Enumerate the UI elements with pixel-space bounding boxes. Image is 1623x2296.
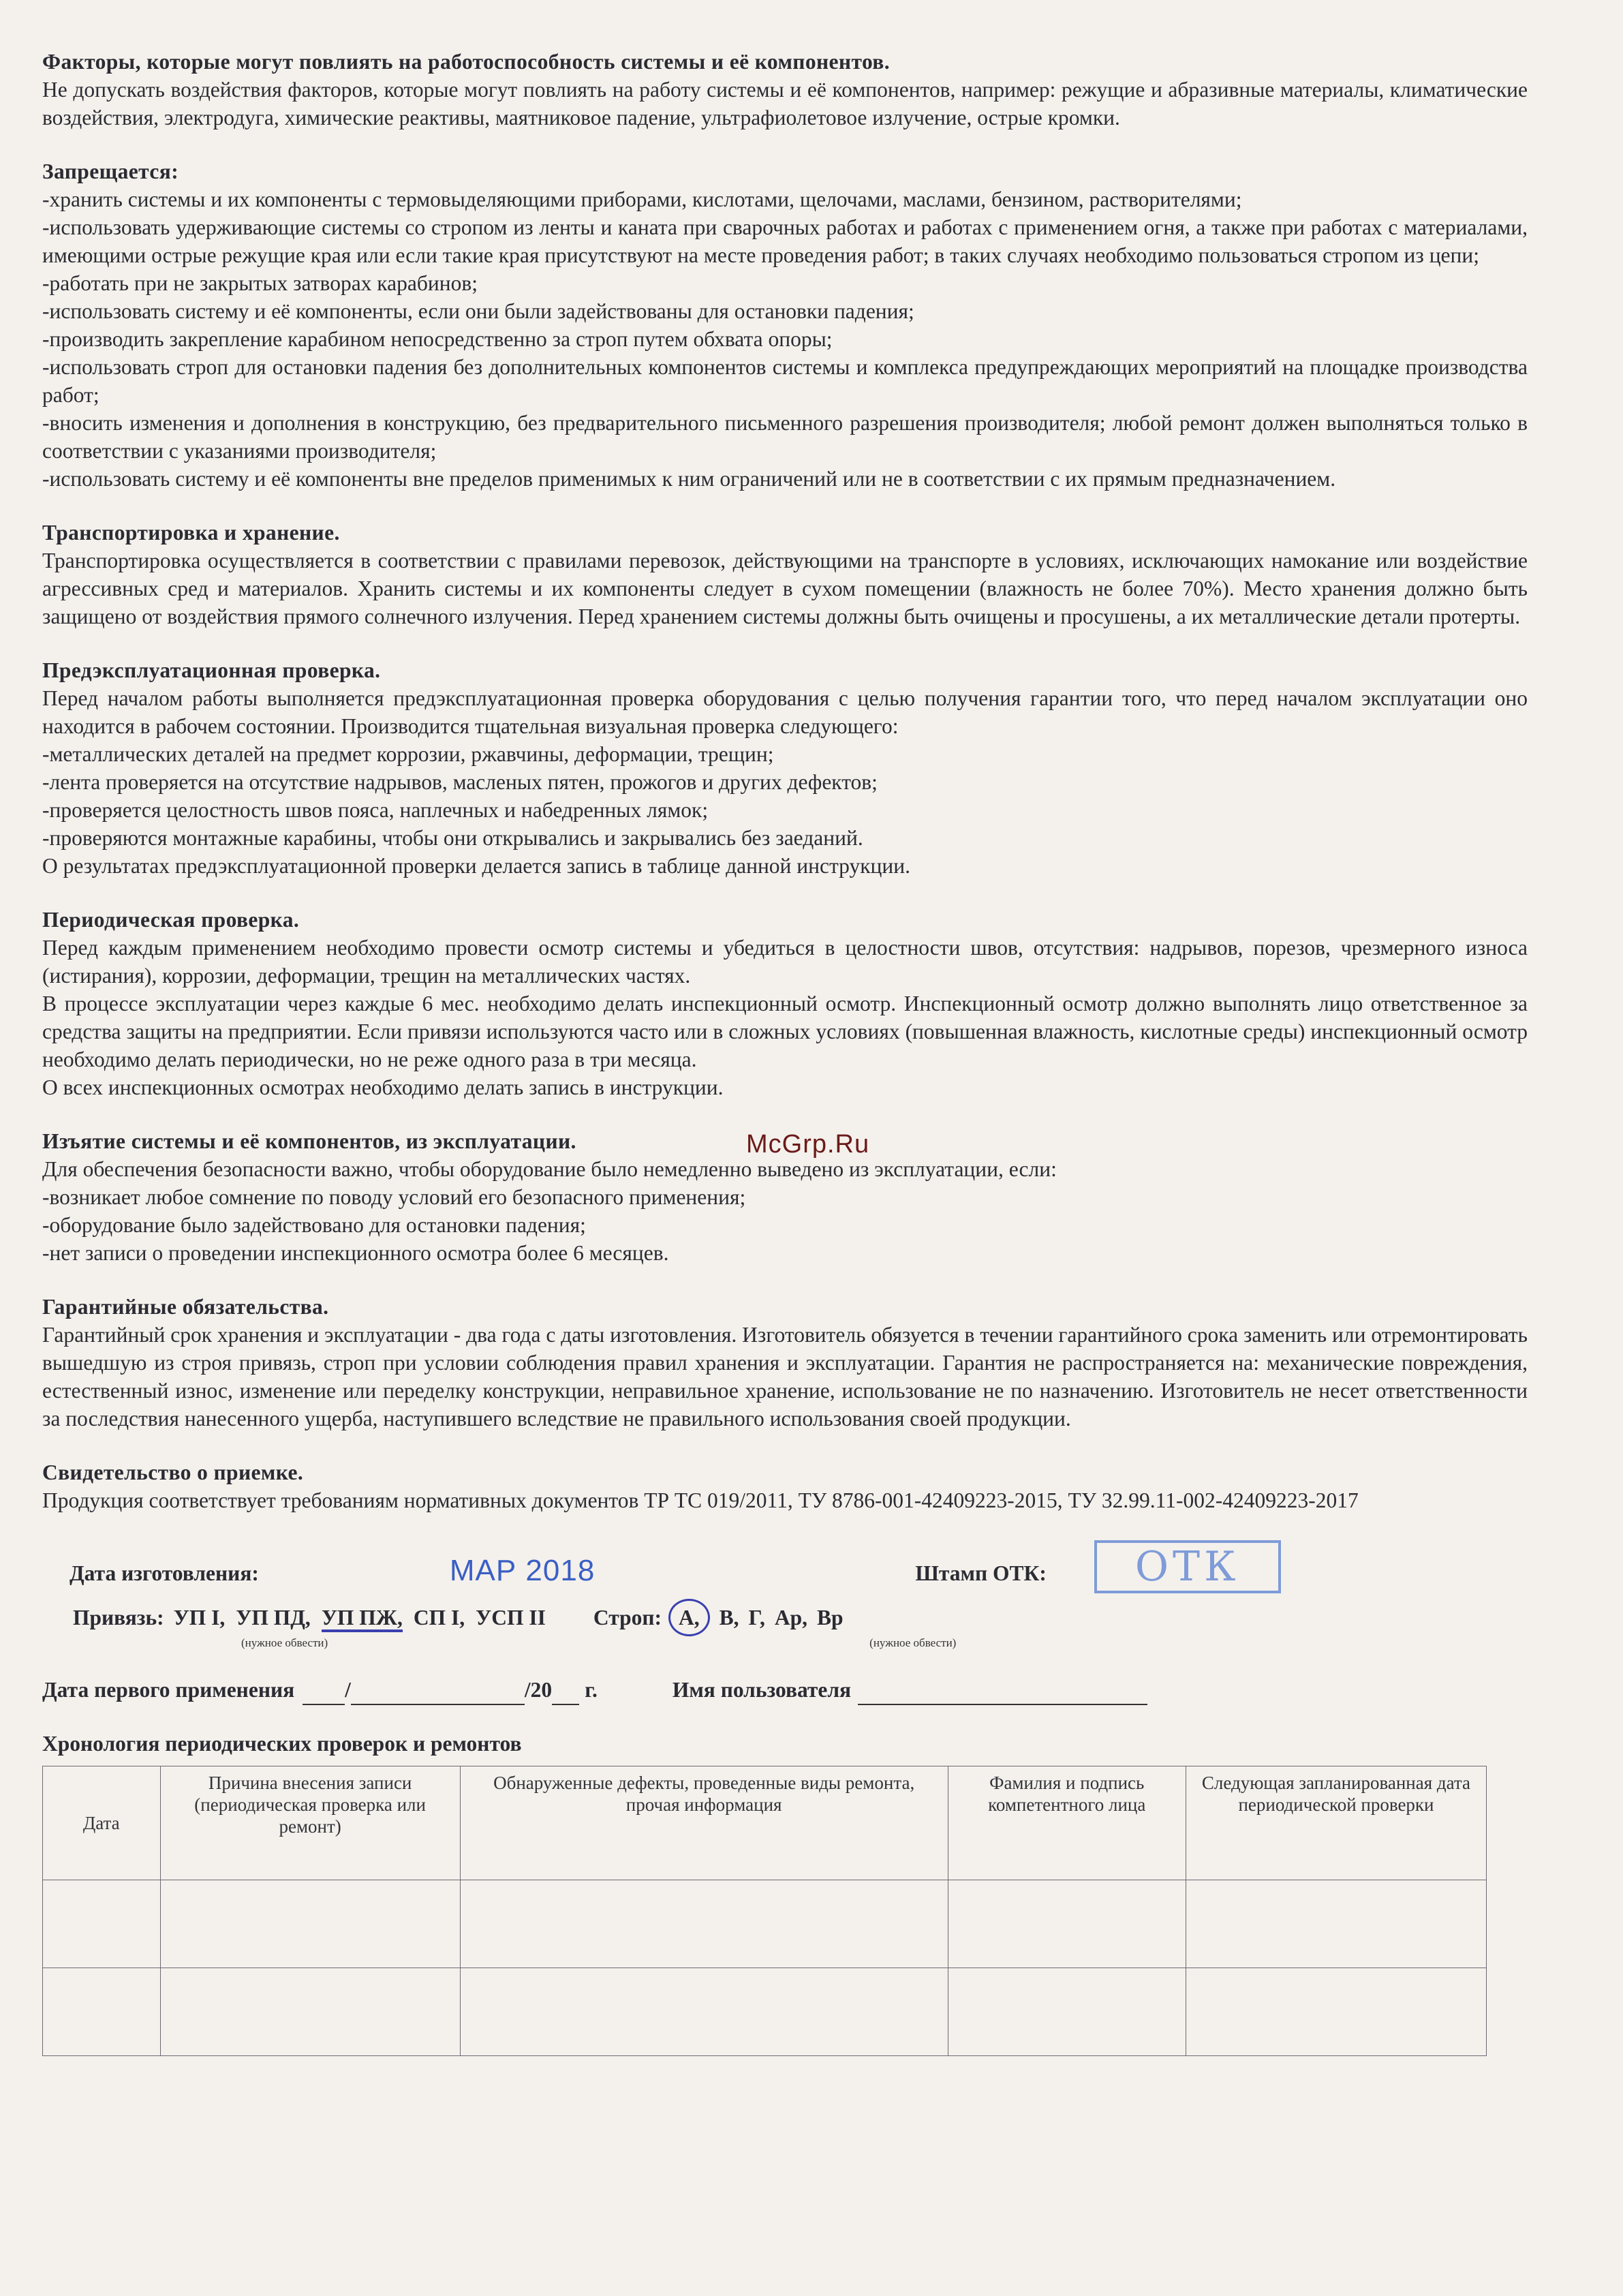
table-cell[interactable] [460, 1880, 948, 1968]
user-name-field[interactable] [858, 1676, 1147, 1705]
sections-container [42, 48, 1528, 1514]
section-paragraph: -нет записи о проведении инспекционного осмотра более 6 месяцев. [42, 1241, 669, 1265]
section-paragraph: -использовать систему и её компоненты, если они были задействованы для остановки падения; [42, 299, 914, 323]
section-heading: Транспортировка и хранение. [42, 521, 340, 545]
section-heading: Запрещается: [42, 159, 179, 183]
harness-label: Привязь: [73, 1606, 164, 1629]
chronology-header-cell: Фамилия и подпись компетентного лица [948, 1766, 1186, 1880]
section-heading: Изъятие системы и её компонентов, из эксплуатации. [42, 1129, 576, 1153]
watermark-text: McGrp.Ru [746, 1130, 870, 1159]
section-paragraph: -вносить изменения и дополнения в конструкцию, без предварительного письменного разрешения производителя; любой ремонт должен выполняться только в соответствии с указаниями производителя; [42, 411, 1528, 463]
section-paragraph: Не допускать воздействия факторов, которые могут повлиять на работу системы и её компонентов, например: режущие и абразивные материалы, климатические воздействия, электродуга, химические реактивы, маятниковое падение, ультрафиолетовое излучение, острые кромки. [42, 78, 1528, 129]
section-paragraph: -производить закрепление карабином непосредственно за строп путем обхвата опоры; [42, 327, 833, 351]
section [42, 1293, 1528, 1433]
section-paragraph: -проверяются монтажные карабины, чтобы они открывались и закрывались без заеданий. [42, 826, 863, 850]
section-heading: Факторы, которые могут повлиять на работоспособность системы и её компонентов. [42, 50, 890, 74]
section-paragraph: Транспортировка осуществляется в соответствии с правилами перевозок, действующими на транспорте в условиях, исключающих намокание или воздействие агрессивных сред и материалов. Хранить системы и их компоненты следует в сухом помещении (влажность не более 70%). Место хранения должно быть защищено от воздействия прямого солнечного излучения. Перед хранением системы должны быть очищены и просушены, а их металлические детали протерты. [42, 549, 1528, 628]
section-paragraph: -проверяется целостность швов пояса, наплечных и набедренных лямок; [42, 798, 709, 822]
first-use-year-prefix: /20 [524, 1678, 553, 1702]
harness-options [174, 1604, 557, 1632]
chronology-header-row [43, 1766, 1487, 1880]
sling-note: (нужное обвести) [869, 1636, 957, 1649]
section-heading: Гарантийные обязательства. [42, 1295, 329, 1319]
section-paragraph: Перед каждым применением необходимо провести осмотр системы и убедиться в целостности швов, отсутствия: надрывов, порезов, чрезмерного износа (истирания), коррозии, деформации, трещин на металлических частях. [42, 936, 1528, 988]
section-paragraph: О результатах предэксплуатационной проверки делается запись в таблице данной инструкции. [42, 854, 910, 878]
manufacture-label: Дата изготовления: [69, 1561, 259, 1585]
section-paragraph: -использовать удерживающие системы со стропом из ленты и каната при сварочных работах и работах с применением огня, а также при работах с материалами, имеющими острые режущие края или если такие края присутствуют на месте проведения работ; в таких случаях необходимо пользоваться стропом из цепи; [42, 215, 1528, 267]
section-paragraph: -лента проверяется на отсутствие надрывов, масленых пятен, прожогов и других дефектов; [42, 770, 878, 794]
section-paragraph: -возникает любое сомнение по поводу условий его безопасного применения; [42, 1185, 746, 1209]
first-use-label: Дата первого применения [42, 1678, 295, 1702]
sling-option[interactable]: В, [719, 1606, 739, 1629]
table-cell[interactable] [160, 1880, 460, 1968]
chronology-header-cell: Обнаруженные дефекты, проведенные виды ремонта, прочая информация [460, 1766, 948, 1880]
first-use-day-field[interactable] [303, 1676, 345, 1705]
section-paragraph: О всех инспекционных осмотрах необходимо делать запись в инструкции. [42, 1075, 724, 1099]
section-paragraph: Продукция соответствует требованиям нормативных документов ТР ТС 019/2011, ТУ 8786-001-42409223-2015, ТУ 32.99.11-002-42409223-2017 [42, 1488, 1359, 1512]
chronology-body [43, 1880, 1487, 2056]
section [42, 656, 1528, 880]
chronology-title: Хронология периодических проверок и ремонтов [42, 1732, 522, 1756]
sling-option[interactable]: Ар, [774, 1606, 808, 1629]
sling-option[interactable]: Вр [817, 1606, 844, 1629]
section [42, 1458, 1528, 1514]
section-paragraph: Для обеспечения безопасности важно, чтобы оборудование было немедленно выведено из эксплуатации, если: [42, 1157, 1057, 1181]
table-row [43, 1880, 1487, 1968]
sling-option[interactable]: А, [668, 1599, 710, 1636]
section-paragraph: -использовать систему и её компоненты вне пределов применимых к ним ограничений или не в соответствии с их прямым предназначением. [42, 467, 1336, 491]
otk-label: Штамп ОТК: [915, 1561, 1047, 1585]
manufacture-date-stamp: МАР 2018 [449, 1554, 596, 1587]
section-paragraph: -оборудование было задействовано для остановки падения; [42, 1213, 586, 1237]
harness-option[interactable]: УСП II [476, 1606, 546, 1629]
table-cell[interactable] [160, 1968, 460, 2056]
harness-option[interactable]: СП I, [413, 1606, 465, 1629]
chronology-table [42, 1766, 1487, 2056]
first-use-separator: / [345, 1678, 351, 1702]
harness-row [73, 1599, 1528, 1636]
chronology-header-cell: Причина внесения записи (периодическая проверка или ремонт) [160, 1766, 460, 1880]
section-paragraph: -хранить системы и их компоненты с термовыделяющими приборами, кислотами, щелочами, маслами, бензином, растворителями; [42, 187, 1242, 211]
section-heading: Предэксплуатационная проверка. [42, 658, 381, 682]
table-cell[interactable] [1186, 1968, 1486, 2056]
notes-row [42, 1636, 1528, 1653]
manufacture-row [69, 1540, 1528, 1595]
section-heading: Свидетельство о приемке. [42, 1460, 304, 1484]
section-paragraph: В процессе эксплуатации через каждые 6 мес. необходимо делать инспекционный осмотр. Инспекционный осмотр должно выполнять лицо ответственное за средства защиты на предприятии. Если привязи используются часто или в сложных условиях (повышенная влажность, кислотные среды) инспекционный осмотр необходимо делать периодически, но не реже одного раза в три месяца. [42, 992, 1528, 1071]
harness-note: (нужное обвести) [241, 1636, 328, 1649]
harness-option[interactable]: УП ПД, [236, 1606, 311, 1629]
section-paragraph: -металлических деталей на предмет коррозии, ржавчины, деформации, трещин; [42, 742, 774, 766]
section-paragraph: Перед началом работы выполняется предэксплуатационная проверка оборудования с целью получения гарантии того, что перед началом эксплуатации оно находится в рабочем состоянии. Производится тщательная визуальная проверка следующего: [42, 686, 1528, 738]
chronology-header-cell: Дата [43, 1766, 161, 1880]
table-cell[interactable] [948, 1880, 1186, 1968]
first-use-row [42, 1676, 1528, 1705]
section [42, 48, 1528, 132]
first-use-month-field[interactable] [351, 1676, 525, 1705]
table-cell[interactable] [460, 1968, 948, 2056]
section-heading: Периодическая проверка. [42, 908, 300, 932]
user-label: Имя пользователя [672, 1678, 852, 1702]
table-cell[interactable] [1186, 1880, 1486, 1968]
harness-option[interactable]: УП I, [173, 1606, 226, 1629]
chronology-header-cell: Следующая запланированная дата периодической проверки [1186, 1766, 1486, 1880]
table-cell[interactable] [948, 1968, 1186, 2056]
section [42, 519, 1528, 630]
sling-option[interactable]: Г, [748, 1606, 765, 1629]
sling-options [668, 1599, 853, 1636]
first-use-suffix: г. [585, 1678, 598, 1702]
first-use-year-field[interactable] [552, 1676, 579, 1705]
section-paragraph: -работать при не закрытых затворах карабинов; [42, 271, 478, 295]
harness-option[interactable]: УП ПЖ, [322, 1606, 403, 1632]
section [42, 906, 1528, 1101]
document-page [42, 48, 1528, 2056]
section-paragraph: -использовать строп для остановки падения без дополнительных компонентов системы и комплекса предупреждающих мероприятий на площадке производства работ; [42, 355, 1528, 407]
table-cell[interactable] [43, 1968, 161, 2056]
sling-label: Строп: [593, 1606, 662, 1629]
otk-stamp: ОТК [1094, 1540, 1281, 1593]
section-paragraph: Гарантийный срок хранения и эксплуатации - два года с даты изготовления. Изготовитель обязуется в течении гарантийного срока заменить или отремонтировать вышедшую из строя привязь, строп при условии соблюдения правил хранения и эксплуатации. Гарантия не распространяется на: механические повреждения, естественный износ, изменение или переделку конструкции, неправильное хранение, использование не по назначению. Изготовитель не несет ответственности за последствия нанесенного ущерба, наступившего вследствие не правильного использования своей продукции. [42, 1323, 1528, 1430]
section [42, 157, 1528, 493]
table-row [43, 1968, 1487, 2056]
table-cell[interactable] [43, 1880, 161, 1968]
